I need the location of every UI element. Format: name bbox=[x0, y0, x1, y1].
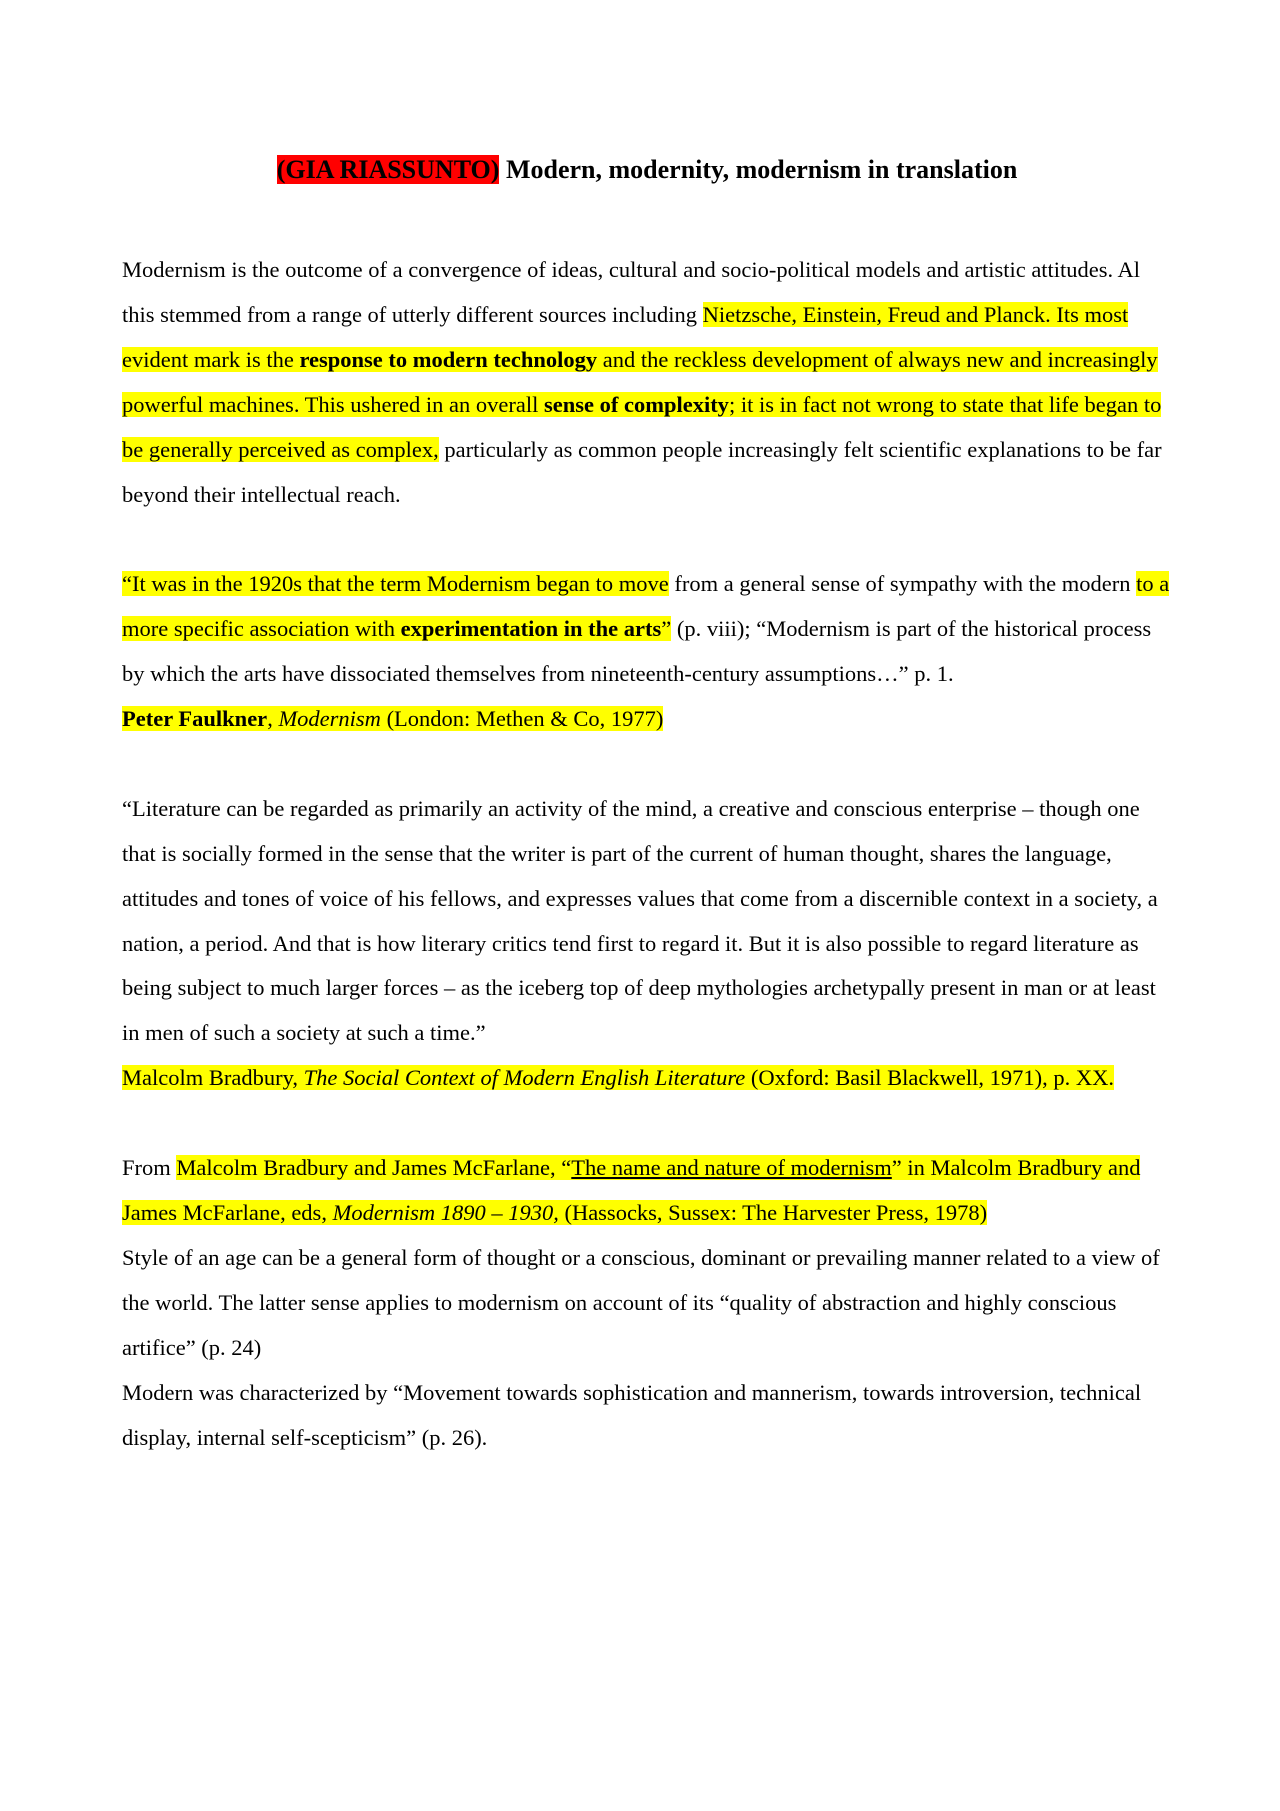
paragraph-bradbury-quote: “Literature can be regarded as primarily an activity of the mind, a creative and conscious enterprise – though one that is socially formed in the sense that the writer is part of the current of human thought, shares the language, attitudes and tones of voice of his fellows, and expresses values that come from a discernible context in a society, a nation, a period. And that is how literary critics tend first to regard it. But it is also possible to regard literature as being subject to much larger forces – as the iceberg top of deep mythologies archetypally present in man or at least in men of such a society at such a time.” bbox=[122, 795, 1158, 1046]
citation-bradbury bbox=[122, 1056, 1172, 1101]
paragraph-style-of-age: Style of an age can be a general form of thought or a conscious, dominant or prevailing manner related to a view of the world. The latter sense applies to modernism on account of its “quality of abstraction and highly conscious artifice” (p. 24) bbox=[122, 1244, 1160, 1360]
citation-faulkner bbox=[122, 697, 1172, 742]
p2-highlight: to a more specific association with bbox=[122, 571, 1170, 642]
p1-highlight: and the reckless development of always new and increasingly powerful machines. This ushered in an overall bbox=[122, 346, 1158, 417]
citation-work: The Social Context of Modern English Literature bbox=[303, 1065, 746, 1091]
p4-highlight-underlined: The name and nature of modernism bbox=[571, 1155, 892, 1181]
p1-highlight-bold: sense of complexity bbox=[543, 391, 729, 417]
paragraph-gap bbox=[122, 742, 1172, 787]
p2-highlight-bold: experimentation in the arts bbox=[400, 616, 662, 642]
citation-details: (London: Methen & Co, 1977) bbox=[380, 706, 664, 732]
paragraph-gap bbox=[122, 517, 1172, 562]
p4-highlight-italic: Modernism 1890 – 1930, bbox=[332, 1199, 559, 1225]
p1-highlight-bold: response to modern technology bbox=[299, 346, 598, 372]
citation-work: Modernism bbox=[278, 706, 381, 732]
paragraph-gap bbox=[122, 1101, 1172, 1146]
status-tag: (GIA RIASSUNTO) bbox=[276, 155, 500, 184]
citation-author: Malcolm Bradbury, bbox=[122, 1065, 304, 1091]
page-title bbox=[122, 152, 1172, 188]
paragraph-modernism-intro bbox=[122, 248, 1172, 517]
paragraph-faulkner-quote bbox=[122, 562, 1172, 697]
p1-text: Modernism is the outcome of a convergence of ideas, cultural and socio-political models and artistic attitudes. Al this stemmed from a range of utterly different sources including bbox=[122, 257, 1141, 327]
p2-text: (p. viii); “Modernism is part of the historical process by which the arts have dissociated themselves from nineteenth-century assumptions…” p. 1. bbox=[122, 616, 1152, 687]
p1-highlight: Nietzsche, Einstein, Freud and Planck. Its most evident mark is the bbox=[122, 301, 1129, 372]
p4-highlight: (Hassocks, Sussex: The Harvester Press, 1978) bbox=[558, 1199, 988, 1225]
p4-text: From bbox=[122, 1155, 177, 1181]
p2-highlight: ” bbox=[661, 616, 672, 642]
paragraph-modern-characterized: Modern was characterized by “Movement towards sophistication and mannerism, towards introversion, technical display, internal self-scepticism” (p. 26). bbox=[122, 1379, 1142, 1450]
p4-highlight: Malcolm Bradbury and James McFarlane, “ bbox=[176, 1155, 572, 1181]
title-text: Modern, modernity, modernism in translation bbox=[499, 155, 1018, 184]
citation-author: Peter Faulkner bbox=[122, 706, 268, 732]
p1-highlight: ; it is in fact not wrong to state that life began to be generally perceived as complex, bbox=[122, 391, 1162, 462]
citation-details: (Oxford: Basil Blackwell, 1971), p. XX. bbox=[745, 1065, 1114, 1091]
p2-text: from a general sense of sympathy with the modern bbox=[668, 571, 1137, 597]
paragraph-bradbury-mcfarlane-source bbox=[122, 1146, 1172, 1236]
document-page bbox=[122, 152, 1172, 1460]
p2-highlight: “It was in the 1920s that the term Modernism began to move bbox=[122, 571, 669, 597]
p1-text: particularly as common people increasingly felt scientific explanations to be far beyond their intellectual reach. bbox=[122, 436, 1162, 507]
citation-separator: , bbox=[267, 706, 279, 732]
p4-highlight: ” in Malcolm Bradbury and James McFarlane, eds, bbox=[122, 1155, 1141, 1225]
